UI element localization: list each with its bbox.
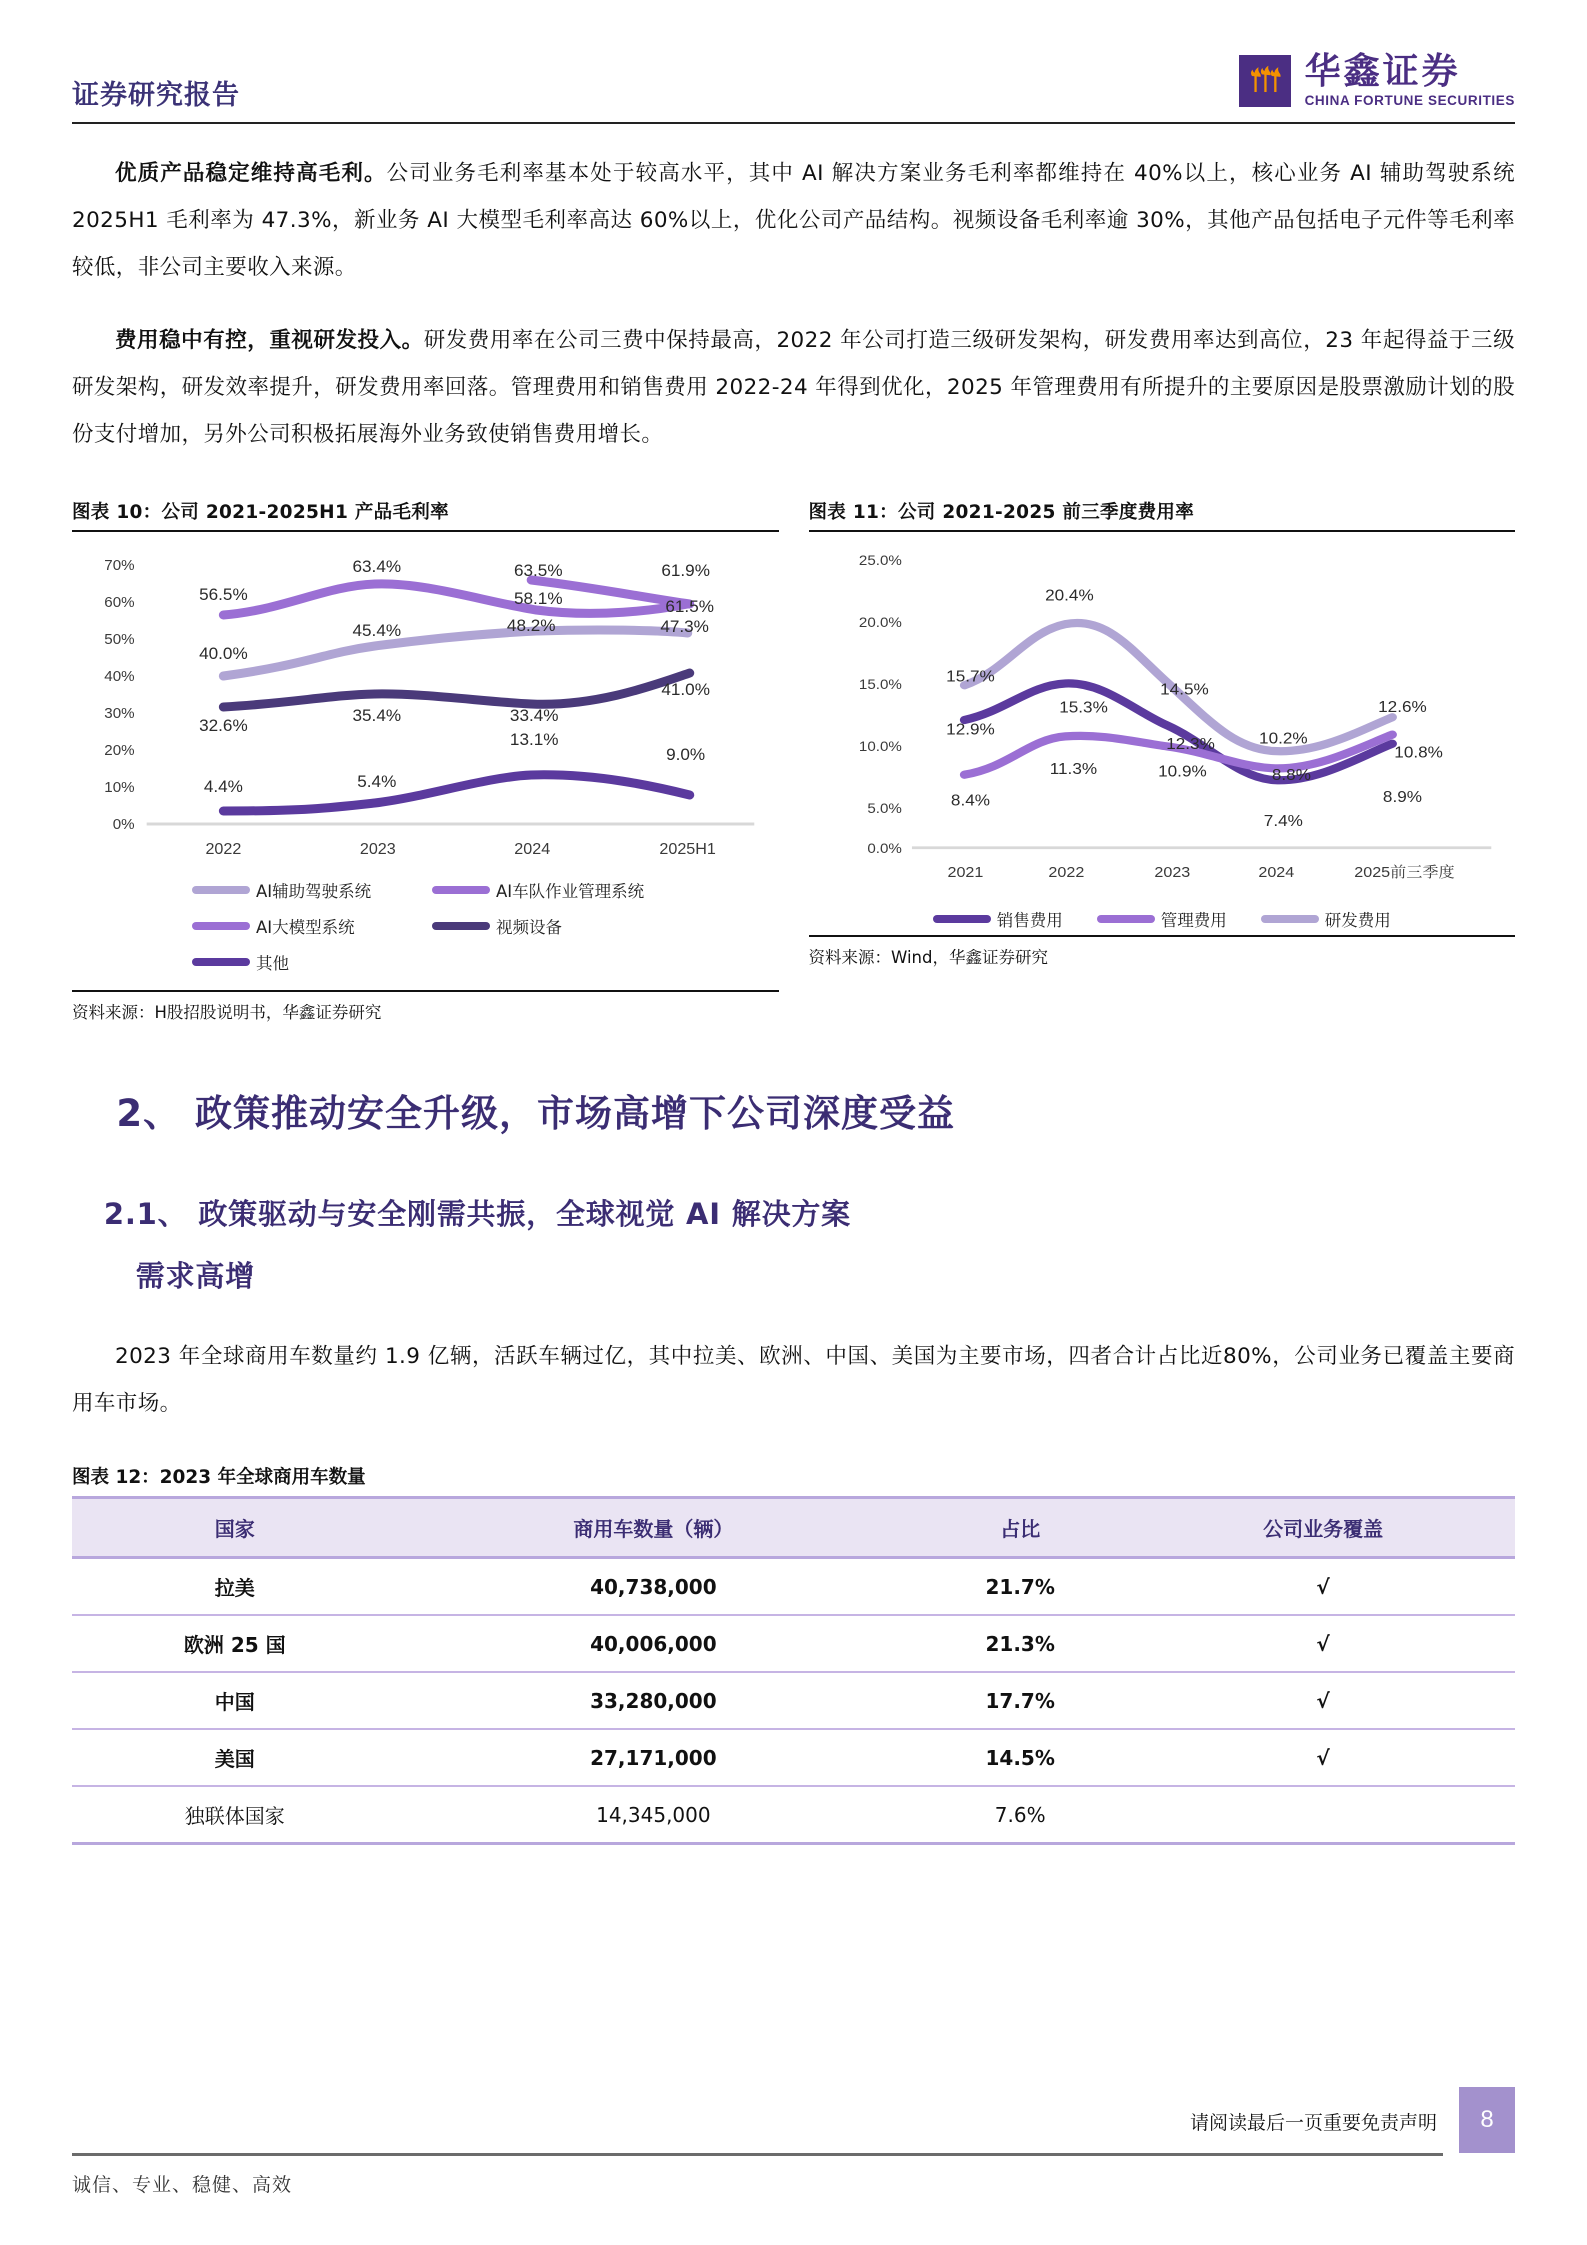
legend-label-selling-expense: 销售费用 xyxy=(996,911,1063,930)
company-logo xyxy=(1239,53,1515,112)
svg-text:41.0%: 41.0% xyxy=(661,680,710,699)
svg-text:10%: 10% xyxy=(104,779,135,796)
svg-text:4.4%: 4.4% xyxy=(203,777,243,796)
section-heading-2: 2、 政策推动安全升级，市场高增下公司深度受益 xyxy=(116,1092,956,1135)
svg-text:33.4%: 33.4% xyxy=(509,706,559,725)
paragraph-expense-ratio xyxy=(72,317,1515,458)
legend-label-other: 其他 xyxy=(256,954,289,973)
logo-company-name-en: CHINA FORTUNE SECURITIES xyxy=(1304,93,1515,108)
svg-text:30%: 30% xyxy=(104,705,135,722)
figure-10-source: 资料来源：H股招股说明书，华鑫证券研究 xyxy=(72,1003,382,1022)
svg-text:7.4%: 7.4% xyxy=(1263,812,1303,830)
cell-share: 7.6% xyxy=(909,1786,1131,1844)
svg-text:2022: 2022 xyxy=(1047,864,1084,881)
svg-text:15.0%: 15.0% xyxy=(858,677,902,693)
figure-11-legend xyxy=(809,907,1516,931)
figure-11-title: 图表 11：公司 2021-2025 前三季度费用率 xyxy=(808,502,1195,523)
figure-11-source: 资料来源：Wind，华鑫证券研究 xyxy=(808,948,1048,967)
legend-label-rd-expense: 研发费用 xyxy=(1324,911,1391,930)
footer-note-row xyxy=(72,2091,1515,2153)
section-heading-2-1-line1: 2.1、 政策驱动与安全刚需共振，全球视觉 AI 解决方案 xyxy=(103,1197,851,1231)
figure-10-legend xyxy=(192,878,752,986)
legend-swatch-fleet xyxy=(432,886,490,894)
svg-text:58.1%: 58.1% xyxy=(513,589,563,608)
svg-text:50%: 50% xyxy=(104,631,135,648)
paragraph-gross-margin-lead: 优质产品稳定维持高毛利。 xyxy=(115,161,387,186)
legend-swatch-adas xyxy=(192,886,250,894)
svg-text:47.3%: 47.3% xyxy=(660,617,709,636)
paragraph-expense-ratio-text: 研发费用率在公司三费中保持最高，2022 年公司打造三级研发架构，研发费用率达到高位，23 年起得益于三级研发架构，研发效率提升，研发费用率回落。管理费用和销售费用 2022-24 年得到优化，2025 年管理费用有所提升的主要原因是股票激励计划的股份支付增加，另外公司积极拓展海外业务致使销售费用增长。 xyxy=(72,328,1515,447)
legend-item-other xyxy=(192,950,432,974)
section-heading-2-1-line2: 需求高增 xyxy=(135,1259,255,1293)
cell-coverage: √ xyxy=(1131,1729,1515,1786)
cell-coverage: √ xyxy=(1131,1672,1515,1729)
svg-text:2025前三季度: 2025前三季度 xyxy=(1353,864,1455,881)
svg-text:10.0%: 10.0% xyxy=(858,739,902,755)
svg-text:63.4%: 63.4% xyxy=(352,557,402,576)
cell-country: 欧洲 25 国 xyxy=(72,1615,397,1672)
svg-text:12.6%: 12.6% xyxy=(1377,698,1427,716)
svg-text:20.0%: 20.0% xyxy=(858,615,902,631)
svg-text:2023: 2023 xyxy=(359,840,396,858)
cell-share: 21.3% xyxy=(909,1615,1131,1672)
document-type-label: 证券研究报告 xyxy=(72,80,240,111)
svg-text:2024: 2024 xyxy=(1257,864,1294,881)
table-header-count: 商用车数量（辆） xyxy=(397,1498,909,1558)
charts-row xyxy=(72,498,1515,1023)
figure-10-title: 图表 10：公司 2021-2025H1 产品毛利率 xyxy=(72,502,449,523)
legend-swatch-admin-expense xyxy=(1097,915,1155,923)
svg-text:2021: 2021 xyxy=(946,864,983,881)
svg-text:70%: 70% xyxy=(104,557,135,574)
svg-text:35.4%: 35.4% xyxy=(352,706,402,725)
figure-10-plot xyxy=(72,532,779,872)
legend-swatch-rd-expense xyxy=(1261,915,1319,923)
svg-text:40%: 40% xyxy=(104,668,135,685)
svg-text:5.0%: 5.0% xyxy=(866,801,902,817)
svg-text:8.9%: 8.9% xyxy=(1382,788,1422,806)
paragraph-gross-margin-text: 公司业务毛利率基本处于较高水平，其中 AI 解决方案业务毛利率都维持在 40%以上，核心业务 AI 辅助驾驶系统 2025H1 毛利率为 47.3%，新业务 AI 大模型毛利率高达 60%以上，优化公司产品结构。视频设备毛利率逾 30%，其他产品包括电子元件等毛利率较低，非公司主要收入来源。 xyxy=(72,161,1515,280)
legend-item-rd-expense xyxy=(1261,907,1391,931)
legend-item-llm xyxy=(192,914,432,938)
svg-text:61.5%: 61.5% xyxy=(665,597,714,616)
cell-count: 40,006,000 xyxy=(397,1615,909,1672)
legend-label-admin-expense: 管理费用 xyxy=(1160,911,1227,930)
cell-share: 14.5% xyxy=(909,1729,1131,1786)
legend-item-admin-expense xyxy=(1097,907,1227,931)
cell-coverage: √ xyxy=(1131,1615,1515,1672)
svg-text:14.5%: 14.5% xyxy=(1159,681,1209,699)
legend-label-video: 视频设备 xyxy=(496,918,562,937)
legend-item-selling-expense xyxy=(933,907,1063,931)
legend-swatch-llm xyxy=(192,922,250,930)
svg-text:8.4%: 8.4% xyxy=(950,792,990,810)
company-slogan: 诚信、专业、稳健、高效 xyxy=(72,2174,293,2196)
svg-text:40.0%: 40.0% xyxy=(199,644,248,663)
legend-item-fleet xyxy=(432,878,672,902)
legend-item-adas xyxy=(192,878,432,902)
svg-text:48.2%: 48.2% xyxy=(506,616,556,635)
svg-text:12.3%: 12.3% xyxy=(1165,735,1215,753)
table-header-coverage: 公司业务覆盖 xyxy=(1131,1498,1515,1558)
svg-text:15.7%: 15.7% xyxy=(945,668,995,686)
table-row xyxy=(72,1786,1515,1844)
svg-text:12.9%: 12.9% xyxy=(945,721,995,739)
svg-text:2022: 2022 xyxy=(205,840,242,858)
cell-share: 17.7% xyxy=(909,1672,1131,1729)
cell-count: 27,171,000 xyxy=(397,1729,909,1786)
svg-text:0%: 0% xyxy=(112,816,135,833)
svg-text:20%: 20% xyxy=(104,742,135,759)
svg-text:2023: 2023 xyxy=(1153,864,1190,881)
svg-text:5.4%: 5.4% xyxy=(357,772,397,791)
svg-text:63.5%: 63.5% xyxy=(513,561,563,580)
figure-10 xyxy=(72,498,779,1023)
figure-11-plot xyxy=(809,532,1516,897)
svg-text:10.2%: 10.2% xyxy=(1258,730,1308,748)
svg-text:13.1%: 13.1% xyxy=(509,730,559,749)
svg-text:15.3%: 15.3% xyxy=(1058,699,1108,717)
cell-country: 中国 xyxy=(72,1672,397,1729)
figure-11 xyxy=(809,498,1516,1023)
cell-country: 拉美 xyxy=(72,1558,397,1616)
disclaimer-note: 请阅读最后一页重要免责声明 xyxy=(1189,2112,1437,2134)
svg-text:11.3%: 11.3% xyxy=(1049,760,1097,778)
header-divider xyxy=(72,122,1515,124)
table-header-row xyxy=(72,1498,1515,1558)
legend-item-video xyxy=(432,914,672,938)
section-heading-2-1 xyxy=(72,1183,1515,1307)
svg-text:56.5%: 56.5% xyxy=(199,585,248,604)
paragraph-expense-ratio-lead: 费用稳中有控，重视研发投入。 xyxy=(115,328,424,353)
svg-text:32.6%: 32.6% xyxy=(199,716,248,735)
logo-company-name-cn: 华鑫证券 xyxy=(1304,51,1461,93)
table-row xyxy=(72,1729,1515,1786)
paragraph-gross-margin xyxy=(72,150,1515,291)
svg-text:25.0%: 25.0% xyxy=(858,553,902,569)
legend-label-adas: AI辅助驾驶系统 xyxy=(256,882,372,901)
page-number-badge: 8 xyxy=(1459,2087,1515,2153)
svg-text:0.0%: 0.0% xyxy=(866,841,902,857)
cell-count: 14,345,000 xyxy=(397,1786,909,1844)
svg-text:9.0%: 9.0% xyxy=(666,745,706,764)
table-header-share: 占比 xyxy=(909,1498,1131,1558)
table-row xyxy=(72,1558,1515,1616)
svg-text:10.9%: 10.9% xyxy=(1157,763,1207,781)
flame-logo-icon xyxy=(1239,55,1291,107)
legend-label-llm: AI大模型系统 xyxy=(256,918,355,937)
svg-text:61.9%: 61.9% xyxy=(661,561,710,580)
cell-country: 独联体国家 xyxy=(72,1786,397,1844)
svg-text:10.8%: 10.8% xyxy=(1393,744,1443,762)
svg-text:20.4%: 20.4% xyxy=(1044,587,1094,605)
commercial-vehicle-table xyxy=(72,1496,1515,1845)
legend-label-fleet: AI车队作业管理系统 xyxy=(496,882,645,901)
cell-country: 美国 xyxy=(72,1729,397,1786)
paragraph-commercial-vehicles: 2023 年全球商用车数量约 1.9 亿辆，活跃车辆过亿，其中拉美、欧洲、中国、美国为主要市场，四者合计占比近80%，公司业务已覆盖主要商用车市场。 xyxy=(72,1344,1515,1416)
figure-12-title: 图表 12：2023 年全球商用车数量 xyxy=(72,1467,366,1488)
svg-text:2024: 2024 xyxy=(514,840,551,858)
svg-text:2025H1: 2025H1 xyxy=(659,840,716,858)
table-header-country: 国家 xyxy=(72,1498,397,1558)
svg-text:8.8%: 8.8% xyxy=(1271,766,1311,784)
table-row xyxy=(72,1615,1515,1672)
legend-swatch-selling-expense xyxy=(933,915,991,923)
cell-count: 33,280,000 xyxy=(397,1672,909,1729)
page-footer xyxy=(72,2091,1515,2197)
table-row xyxy=(72,1672,1515,1729)
svg-text:60%: 60% xyxy=(104,594,135,611)
legend-swatch-other xyxy=(192,958,250,966)
legend-swatch-video xyxy=(432,922,490,930)
page-header xyxy=(72,0,1515,120)
cell-count: 40,738,000 xyxy=(397,1558,909,1616)
cell-coverage: √ xyxy=(1131,1558,1515,1616)
svg-text:45.4%: 45.4% xyxy=(352,621,402,640)
cell-coverage xyxy=(1131,1786,1515,1844)
cell-share: 21.7% xyxy=(909,1558,1131,1616)
